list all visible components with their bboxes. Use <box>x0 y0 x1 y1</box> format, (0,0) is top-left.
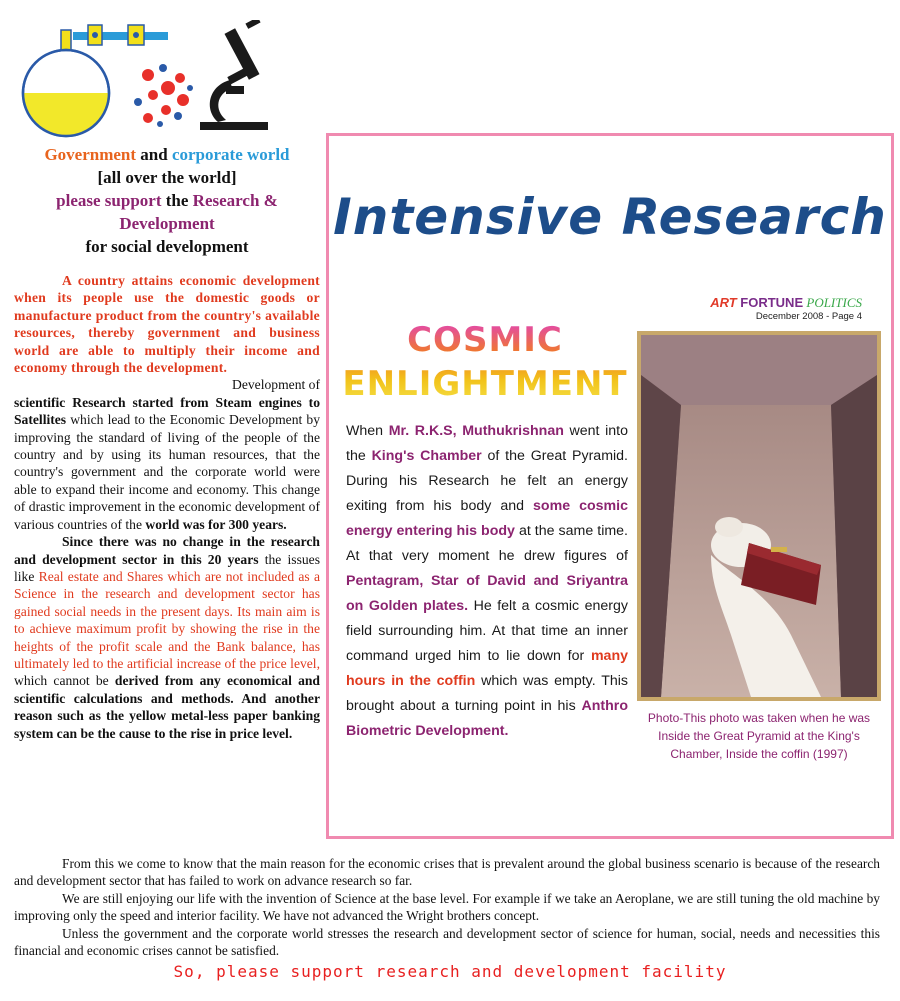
left-paragraph-2-lead: Development of <box>232 377 320 393</box>
science-icons <box>18 20 268 140</box>
microscope-icon <box>200 20 268 130</box>
slogan-please-support: please support <box>56 191 162 210</box>
article-name: Mr. R.K.S, Muthukrishnan <box>388 423 564 439</box>
molecule-icon <box>134 64 193 127</box>
left-p3-body: the issues like <box>14 551 320 584</box>
bottom-paragraph-1: From this we come to know that the main reason for the economic crises that is prevalent around the global business scenario is because of the research and development sector that has failed to work on advance research so far. <box>14 856 880 889</box>
slogan-the: the <box>161 191 193 210</box>
article-text: went into the <box>346 423 628 464</box>
cosmic-line-2: ENLIGHTMENT <box>342 364 628 404</box>
support-slogan <box>12 143 322 258</box>
slogan-and: and <box>136 145 172 164</box>
article-body <box>346 419 628 744</box>
bottom-paragraph-3: Unless the government and the corporate world stresses the research and development sector of science for human, social, needs and necessities this financial and economic crises cannot be satisfied. <box>14 925 880 959</box>
cosmic-title <box>340 318 630 406</box>
masthead <box>640 295 862 322</box>
left-paragraph-3 <box>14 533 320 742</box>
masthead-fortune: FORTUNE <box>736 295 804 310</box>
left-p3-body-2: which cannot be <box>14 673 115 689</box>
slogan-line-2: [all over the world] <box>97 168 237 187</box>
photo-caption: Photo-This photo was taken when he was Inside the Great Pyramid at the King's Chamber, Inside the coffin (1997) <box>647 711 871 761</box>
left-column-text <box>14 272 320 742</box>
article-coffin: many hours in the coffin <box>346 648 628 689</box>
coffin-photo <box>637 331 881 701</box>
left-p2-body: which lead to the Economic Development by improving the standard of living of the people of the country and by using its human resources, that the country's government and the corporate world were able to expand their income and economy. This change of drastic improvement in the economic development of various countries of the <box>14 412 320 532</box>
masthead-art: ART <box>710 295 737 310</box>
bottom-text <box>14 855 880 959</box>
article-cosmic-energy: some cosmic energy entering his body <box>346 498 628 539</box>
left-paragraph-1: A country attains economic development when its people use the domestic goods or manufacture product from the country's available resources, thereby government and business world are able to multiply their income and economy through the development. <box>14 273 320 376</box>
masthead-brand <box>640 295 862 311</box>
article-text: When <box>346 423 389 439</box>
left-p3-bold-end: derived from any economical and scientific calculations and methods. And another reason such as the yellow metal-less paper banking system can be the cause to the rise in price level. <box>14 673 320 741</box>
headline: Intensive Research <box>333 188 887 246</box>
left-p2-bold-end: world was for 300 years. <box>145 516 287 532</box>
slogan-government: Government <box>44 145 137 164</box>
left-p3-bold: Since there was no change in the research and development sector in this 20 years <box>14 534 320 567</box>
slogan-line-4: for social development <box>85 237 249 256</box>
left-paragraph-2 <box>14 394 320 533</box>
article-text: at the same time. At that very moment he drew figures of <box>346 523 628 564</box>
footer-slogan: So, please support research and development facility <box>173 962 727 981</box>
slogan-corporate-world: corporate world <box>171 145 290 164</box>
article-kings-chamber: King's Chamber <box>371 448 482 464</box>
slogan-line-3 <box>12 189 322 235</box>
slogan-research-development: Research & Development <box>119 191 278 233</box>
cosmic-line-1: COSMIC <box>407 320 563 360</box>
article-anthro: Anthro Biometric Development. <box>346 698 628 739</box>
left-p3-red: Real estate and Shares which are not included as a Science in the research and development sector has gained social needs in the present days. Its main aim is to achieve maximum profit by showing the rise in the heights of the profit scale and the Bank balance, has ultimately led to the artificial increase of the price level, <box>14 568 320 671</box>
article-text: of the Great Pyramid. During his Research he felt an energy exiting from his body and <box>346 448 628 514</box>
bottom-paragraph-2: We are still enjoying our life with the invention of Science at the base level. For example if we take an Aeroplane, we are still tuning the old machine by improving only the speed and interior facility. We have not advanced the Wright brothers concept. <box>14 890 880 924</box>
coffin-photo-image <box>641 335 877 697</box>
masthead-politics: POLITICS <box>803 295 862 310</box>
article-figures: Pentagram, Star of David and Sriyantra on Golden plates. <box>346 573 628 614</box>
left-p2-bold: scientific Research started from Steam engines to Satellites <box>14 394 320 428</box>
article-text: which was empty. This brought about a turning point in his <box>346 673 628 714</box>
masthead-date: December 2008 - Page 4 <box>755 311 862 322</box>
slogan-line-1 <box>12 143 322 166</box>
article-text: He felt a cosmic energy field surrounding him. At that time an inner command urged him to lie down for <box>346 598 628 664</box>
